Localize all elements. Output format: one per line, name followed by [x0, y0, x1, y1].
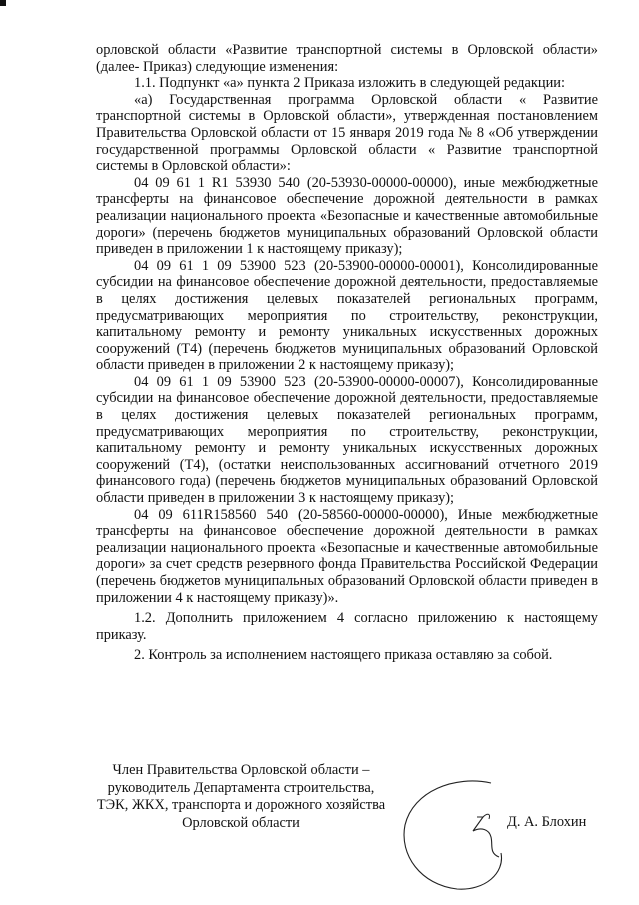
- paragraph-code-3: 04 09 61 1 09 53900 523 (20-53900-00000-00007), Консолидированные субсидии на финансовое обеспечение дорожной деятельности, предоставляемые в целях достижения целевых показателей региональных программ, предусматривающих мероприятия по строительству, реконструкции, капитальному ремонту и ремонту уникальных искусственных дорожных сооружений (Т4), (остатки неиспользованных ассигнований отчетного 2019 финансового года) (перечень бюджетов муниципальных образований Орловской области приведен в приложении 3 к настоящему приказу);: [96, 373, 598, 507]
- paragraph-program: «а) Государственная программа Орловской области « Развитие транспортной системы в Орловской области», утвержденная постановлением Правительства Орловской области от 15 января 2019 года № 8 «Об утверждении государственной программы Орловской области « Развитие транспортной системы в Орловской области»:: [96, 91, 598, 175]
- scan-corner-mark: [0, 0, 6, 6]
- paragraph-code-1: 04 09 61 1 R1 53930 540 (20-53930-00000-00000), иные межбюджетные трансферты на финансовое обеспечение дорожной деятельности в рамках реализации национального проекта «Безопасные и качественные автомобильные дороги» (перечень бюджетов муниципальных образований Орловской области приведен в приложении 1 к настоящему приказу);: [96, 174, 598, 258]
- signatory-line-1: Член Правительства Орловской области –: [112, 762, 370, 778]
- signatory-line-2: руководитель Департамента строительства,: [107, 779, 375, 796]
- signatory-title: [96, 762, 386, 832]
- paragraph-intro: орловской области «Развитие транспортной системы в Орловской области» (далее- Приказ) следующие изменения:: [96, 42, 598, 75]
- paragraph-code-2: 04 09 61 1 09 53900 523 (20-53900-00000-00001), Консолидированные субсидии на финансовое обеспечение дорожной деятельности, предоставляемые в целях достижения целевых показателей региональных программ, предусматривающих мероприятия по строительству, реконструкции, капитальному ремонту и ремонту уникальных искусственных дорожных сооружений (Т4) (перечень бюджетов муниципальных образований Орловской области приведен в приложении 2 к настоящему приказу);: [96, 257, 598, 374]
- paragraph-1-2: 1.2. Дополнить приложением 4 согласно приложению к настоящему приказу.: [96, 610, 598, 643]
- paragraph-code-4: 04 09 611R158560 540 (20-58560-00000-00000), Иные межбюджетные трансферты на финансовое обеспечение дорожной деятельности в рамках реализации национального проекта «Безопасные и качественные автомобильные дороги» за счет средств резервного фонда Правительства Российской Федерации (перечень бюджетов муниципальных образований Орловской области приведен в приложении 4 к настоящему приказу)».: [96, 506, 598, 606]
- paragraph-1-1: 1.1. Подпункт «а» пункта 2 Приказа изложить в следующей редакции:: [134, 75, 565, 92]
- signatory-line-4: Орловской области: [182, 814, 300, 831]
- signatory-line-3: ТЭК, ЖКХ, транспорта и дорожного хозяйства: [96, 797, 386, 813]
- signatory-name: Д. А. Блохин: [507, 814, 587, 830]
- handwritten-signature-icon: [395, 773, 520, 898]
- paragraph-2-control: 2. Контроль за исполнением настоящего приказа оставляю за собой.: [134, 647, 553, 664]
- document-body: [96, 42, 598, 664]
